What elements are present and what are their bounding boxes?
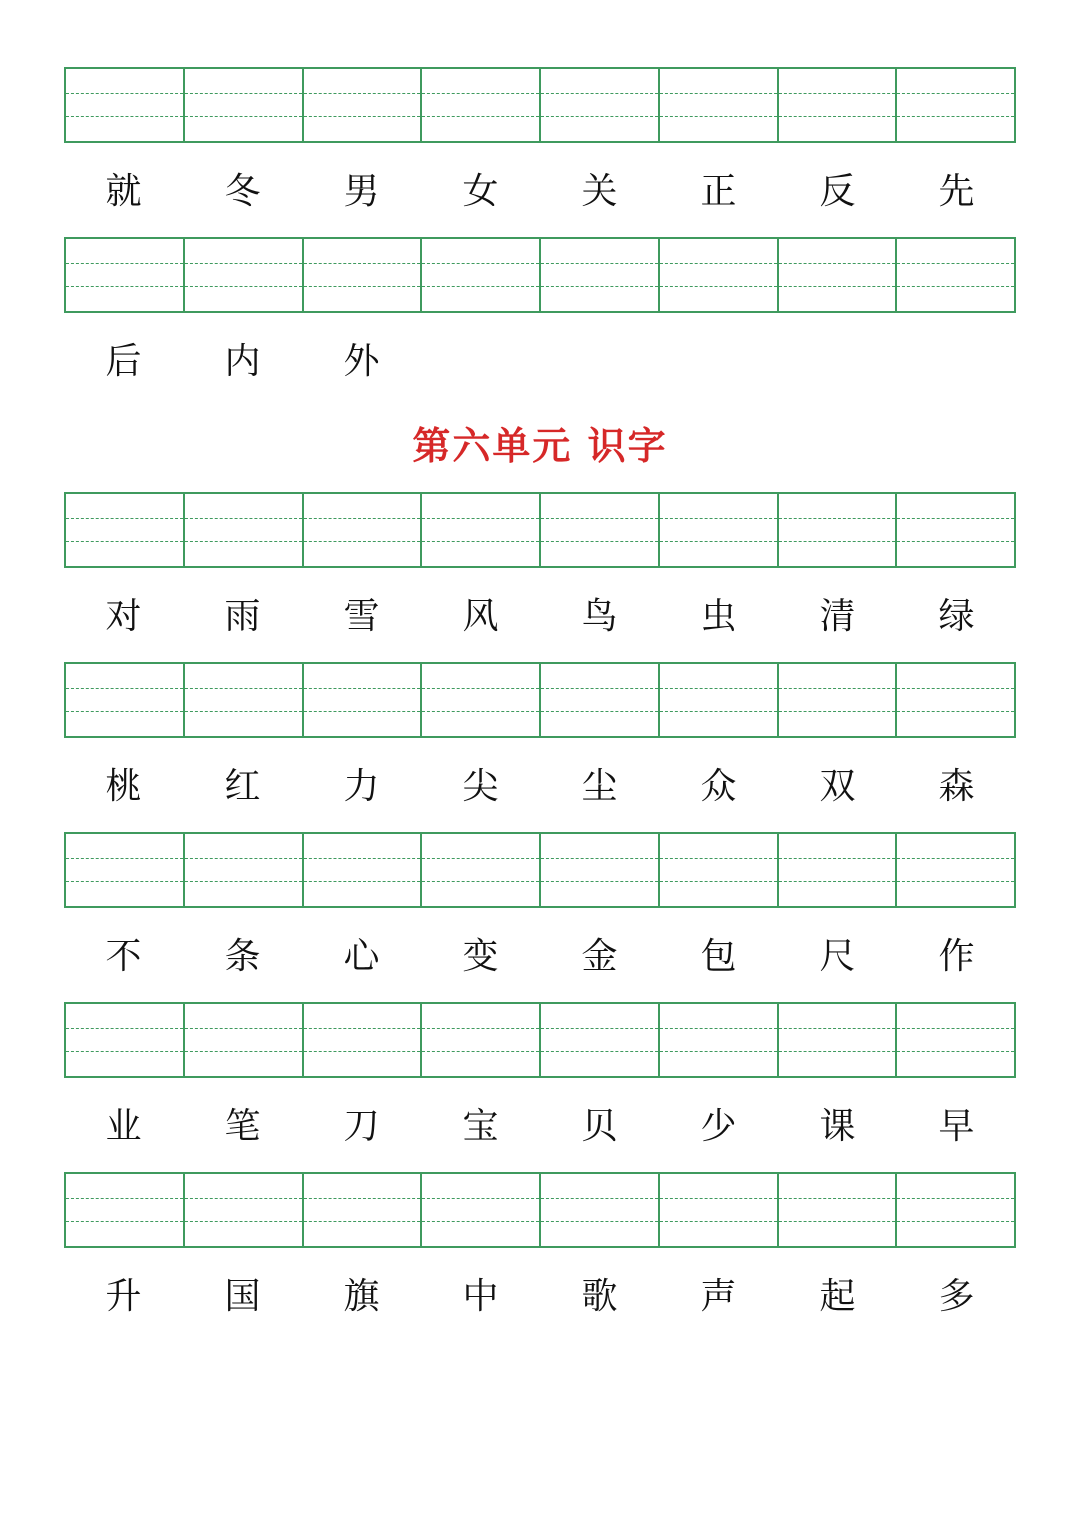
character: 风 <box>462 596 499 637</box>
pinyin-cell <box>66 1004 185 1076</box>
character: 正 <box>700 171 737 212</box>
character: 先 <box>938 171 975 212</box>
character: 变 <box>462 936 499 977</box>
character: 反 <box>819 171 856 212</box>
pinyin-cell <box>779 664 898 736</box>
pinyin-cell <box>779 494 898 566</box>
pinyin-cell <box>779 69 898 141</box>
character-row-4 <box>64 757 1016 817</box>
pinyin-cell <box>185 69 304 141</box>
character: 冬 <box>224 171 261 212</box>
character: 关 <box>581 171 618 212</box>
character: 尺 <box>819 936 856 977</box>
character: 心 <box>343 936 380 977</box>
character: 早 <box>938 1106 975 1147</box>
pinyin-cell <box>897 664 1014 736</box>
character: 鸟 <box>581 596 618 637</box>
character: 绿 <box>938 596 975 637</box>
pinyin-cell <box>185 1174 304 1246</box>
pinyin-cell <box>304 494 423 566</box>
pinyin-grid-6 <box>64 1002 1016 1078</box>
pinyin-cell <box>541 1174 660 1246</box>
character: 作 <box>938 936 975 977</box>
pinyin-cell <box>779 834 898 906</box>
pinyin-cell <box>779 1174 898 1246</box>
pinyin-cell <box>422 239 541 311</box>
character: 少 <box>700 1106 737 1147</box>
pinyin-cell <box>304 1174 423 1246</box>
pinyin-cell <box>660 834 779 906</box>
pinyin-cell <box>66 834 185 906</box>
pinyin-cell <box>66 494 185 566</box>
character: 中 <box>462 1276 499 1317</box>
pinyin-cell <box>897 69 1014 141</box>
pinyin-cell <box>66 239 185 311</box>
pinyin-cell <box>185 494 304 566</box>
pinyin-grid-5 <box>64 832 1016 908</box>
character-row-7 <box>64 1267 1016 1327</box>
character: 刀 <box>343 1106 380 1147</box>
character: 清 <box>819 596 856 637</box>
character: 尖 <box>462 766 499 807</box>
character: 升 <box>105 1276 142 1317</box>
character: 声 <box>700 1276 737 1317</box>
character: 不 <box>105 936 142 977</box>
pinyin-grid-2 <box>64 237 1016 313</box>
character: 力 <box>343 766 380 807</box>
pinyin-cell <box>185 1004 304 1076</box>
character: 红 <box>224 766 261 807</box>
pinyin-cell <box>779 1004 898 1076</box>
pinyin-cell <box>660 664 779 736</box>
character: 就 <box>105 171 142 212</box>
character: 尘 <box>581 766 618 807</box>
pinyin-cell <box>897 494 1014 566</box>
pinyin-cell <box>185 664 304 736</box>
pinyin-cell <box>422 1174 541 1246</box>
pinyin-cell <box>304 1004 423 1076</box>
pinyin-cell <box>304 239 423 311</box>
character: 后 <box>105 341 142 382</box>
pinyin-cell <box>660 1004 779 1076</box>
character: 外 <box>343 341 380 382</box>
pinyin-cell <box>897 1004 1014 1076</box>
pinyin-cell <box>660 1174 779 1246</box>
pinyin-cell <box>185 239 304 311</box>
character: 课 <box>819 1106 856 1147</box>
character: 起 <box>819 1276 856 1317</box>
pinyin-cell <box>779 239 898 311</box>
character: 男 <box>343 171 380 212</box>
character-row-3 <box>64 587 1016 647</box>
character: 业 <box>105 1106 142 1147</box>
pinyin-cell <box>541 664 660 736</box>
pinyin-cell <box>541 69 660 141</box>
character: 雪 <box>343 596 380 637</box>
pinyin-cell <box>66 664 185 736</box>
character-row-6 <box>64 1097 1016 1157</box>
character: 双 <box>819 766 856 807</box>
character: 对 <box>105 596 142 637</box>
pinyin-cell <box>541 1004 660 1076</box>
pinyin-cell <box>422 69 541 141</box>
pinyin-grid-1 <box>64 67 1016 143</box>
pinyin-cell <box>541 239 660 311</box>
pinyin-cell <box>304 664 423 736</box>
pinyin-cell <box>304 69 423 141</box>
pinyin-cell <box>897 1174 1014 1246</box>
character: 包 <box>700 936 737 977</box>
pinyin-cell <box>897 834 1014 906</box>
pinyin-grid-7 <box>64 1172 1016 1248</box>
character: 笔 <box>224 1106 261 1147</box>
pinyin-cell <box>422 834 541 906</box>
character: 国 <box>224 1276 261 1317</box>
pinyin-cell <box>422 494 541 566</box>
character: 歌 <box>581 1276 618 1317</box>
pinyin-cell <box>660 239 779 311</box>
pinyin-cell <box>660 494 779 566</box>
pinyin-cell <box>185 834 304 906</box>
character-row-2 <box>64 332 1016 392</box>
character: 森 <box>938 766 975 807</box>
character: 旗 <box>343 1276 380 1317</box>
character: 金 <box>581 936 618 977</box>
pinyin-cell <box>422 664 541 736</box>
unit-title: 第六单元 识字 <box>412 423 668 468</box>
character: 桃 <box>105 766 142 807</box>
character: 条 <box>224 936 261 977</box>
character-row-5 <box>64 927 1016 987</box>
character: 内 <box>224 341 261 382</box>
character: 雨 <box>224 596 261 637</box>
pinyin-cell <box>541 494 660 566</box>
pinyin-grid-4 <box>64 662 1016 738</box>
pinyin-cell <box>66 69 185 141</box>
character: 宝 <box>462 1106 499 1147</box>
pinyin-cell <box>422 1004 541 1076</box>
pinyin-cell <box>304 834 423 906</box>
pinyin-cell <box>897 239 1014 311</box>
character-row-1 <box>64 162 1016 222</box>
pinyin-cell <box>541 834 660 906</box>
character: 贝 <box>581 1106 618 1147</box>
pinyin-grid-3 <box>64 492 1016 568</box>
character: 众 <box>700 766 737 807</box>
character: 虫 <box>700 596 737 637</box>
character: 多 <box>938 1276 975 1317</box>
character: 女 <box>462 171 499 212</box>
pinyin-cell <box>66 1174 185 1246</box>
pinyin-cell <box>660 69 779 141</box>
